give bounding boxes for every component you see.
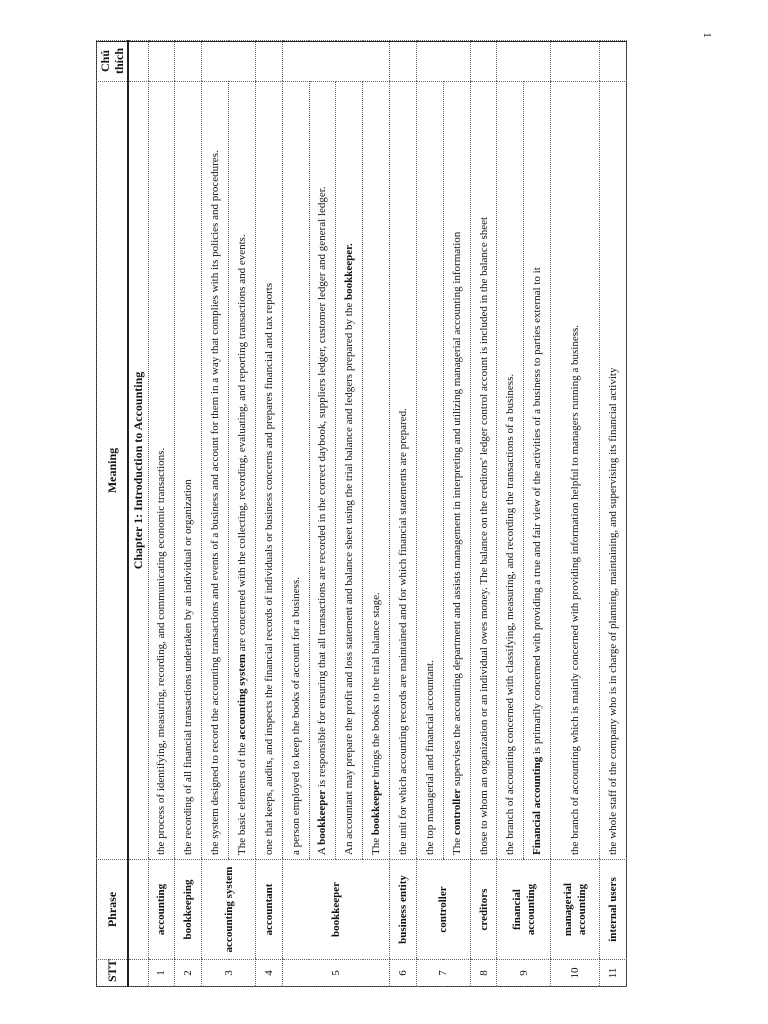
row-number: 3 xyxy=(202,960,256,987)
row-number: 9 xyxy=(497,960,551,987)
table-row xyxy=(551,41,600,987)
row-meaning xyxy=(229,82,256,860)
row-note xyxy=(202,41,256,82)
chapter-title: Chapter 1: Introduction to Accounting xyxy=(128,82,148,860)
row-meaning xyxy=(148,82,175,860)
table-row xyxy=(336,41,363,987)
meaning-text: those to whom an organization or an individual owes money. The balance on the creditors' ledger control account is included in the balance sheet xyxy=(477,216,490,855)
table-row xyxy=(363,41,390,987)
row-meaning xyxy=(202,82,229,860)
row-meaning xyxy=(255,82,282,860)
chapter-spacer xyxy=(128,960,148,987)
table-row xyxy=(175,41,202,987)
row-phrase: bookkeeping xyxy=(175,860,202,960)
row-note xyxy=(416,41,470,82)
row-meaning xyxy=(497,82,524,860)
row-phrase: accounting xyxy=(148,860,175,960)
row-meaning xyxy=(416,82,443,860)
row-note xyxy=(497,41,551,82)
row-meaning xyxy=(309,82,336,860)
row-phrase: managerial accounting xyxy=(551,860,600,960)
meaning-bold-term: accounting system xyxy=(235,653,248,740)
meaning-bold-term: Financial accounting xyxy=(531,756,544,855)
row-number: 4 xyxy=(255,960,282,987)
rotated-page xyxy=(96,41,627,987)
chapter-spacer xyxy=(128,41,148,82)
row-number: 8 xyxy=(470,960,497,987)
meaning-text: the branch of accounting concerned with classifying, measuring, and recording the transactions of a business. xyxy=(504,373,517,855)
page-number: 1 xyxy=(701,32,713,38)
row-number: 7 xyxy=(416,960,470,987)
row-meaning xyxy=(282,82,309,860)
table-row xyxy=(390,41,417,987)
meaning-bold-term: bookkeeper. xyxy=(343,243,356,301)
meaning-text: The xyxy=(450,835,463,855)
meaning-text: is primarily concerned with providing a true and fair view of the activities of a business to parties external to it xyxy=(531,267,544,757)
header-meaning: Meaning xyxy=(97,82,129,860)
table-body xyxy=(128,41,627,987)
meaning-text: the system designed to record the accounting transactions and events of a business and account for them in a way that complies with its policies and procedures. xyxy=(209,150,222,855)
chapter-spacer xyxy=(128,860,148,960)
meaning-text: the whole staff of the company who is in charge of planning, maintaining, and supervising its financial activity xyxy=(607,367,620,855)
table-row xyxy=(470,41,497,987)
row-number: 10 xyxy=(551,960,600,987)
meaning-text: the top managerial and financial accountant. xyxy=(423,660,436,855)
row-phrase: business entity xyxy=(390,860,417,960)
header-row xyxy=(97,41,129,987)
row-phrase: bookkeeper xyxy=(282,860,389,960)
meaning-text: the process of identifying, measuring, recording, and communicating economic transactions. xyxy=(155,447,168,855)
meaning-text: the unit for which accounting records are maintained and for which financial statements are prepared. xyxy=(397,408,410,855)
row-number: 6 xyxy=(390,960,417,987)
row-note xyxy=(600,41,627,82)
row-phrase: financial accounting xyxy=(497,860,551,960)
row-meaning xyxy=(470,82,497,860)
row-number: 2 xyxy=(175,960,202,987)
table-row xyxy=(600,41,627,987)
row-phrase: creditors xyxy=(470,860,497,960)
glossary-table xyxy=(96,40,627,987)
table-row xyxy=(255,41,282,987)
table-row xyxy=(202,41,229,987)
row-meaning xyxy=(600,82,627,860)
meaning-text: brings the books to the trial balance stage. xyxy=(370,592,383,781)
table-row xyxy=(416,41,443,987)
meaning-text: is responsible for ensuring that all transactions are recorded in the correct daybook, suppliers ledger, customer ledger and general ledger. xyxy=(316,186,329,790)
header-stt: STT xyxy=(97,960,129,987)
row-note xyxy=(175,41,202,82)
table-row xyxy=(282,41,309,987)
meaning-text: are concerned with the collecting, recording, evaluating, and reporting transactions and events. xyxy=(235,234,248,654)
row-meaning xyxy=(551,82,600,860)
table-row xyxy=(309,41,336,987)
header-note: Chú thích xyxy=(97,41,129,82)
row-note xyxy=(282,41,389,82)
meaning-text: The xyxy=(370,835,383,855)
meaning-text: The basic elements of the xyxy=(235,739,248,855)
row-phrase: internal users xyxy=(600,860,627,960)
row-meaning xyxy=(443,82,470,860)
row-note xyxy=(390,41,417,82)
row-number: 1 xyxy=(148,960,175,987)
row-note xyxy=(255,41,282,82)
meaning-text: supervises the accounting department and assists management in interpreting and utilizing managerial accounting information xyxy=(450,231,463,789)
row-note xyxy=(470,41,497,82)
meaning-bold-term: bookkeeper xyxy=(370,780,383,836)
meaning-text: An accountant may prepare the profit and loss statement and balance sheet using the trial balance and ledgers prepared by the xyxy=(343,300,356,855)
meaning-bold-term: controller xyxy=(450,788,463,836)
table-row xyxy=(524,41,551,987)
row-note xyxy=(148,41,175,82)
row-phrase: accountant xyxy=(255,860,282,960)
table-row xyxy=(443,41,470,987)
row-meaning xyxy=(390,82,417,860)
row-meaning xyxy=(336,82,363,860)
row-number: 11 xyxy=(600,960,627,987)
row-meaning xyxy=(524,82,551,860)
row-phrase: accounting system xyxy=(202,860,256,960)
row-phrase: controller xyxy=(416,860,470,960)
meaning-bold-term: bookkeeper xyxy=(316,789,329,845)
chapter-row xyxy=(128,41,148,987)
table-row xyxy=(497,41,524,987)
row-note xyxy=(551,41,600,82)
meaning-text: one that keeps, audits, and inspects the financial records of individuals or business concerns and prepares financial and tax reports xyxy=(262,282,275,855)
row-meaning xyxy=(363,82,390,860)
table-row xyxy=(229,41,256,987)
row-number: 5 xyxy=(282,960,389,987)
meaning-text: a person employed to keep the books of account for a business. xyxy=(289,577,302,855)
meaning-text: the branch of accounting which is mainly concerned with providing information helpful to managers running a business. xyxy=(569,324,582,855)
meaning-text: the recording of all financial transactions undertaken by an individual or organization xyxy=(182,479,195,855)
row-meaning xyxy=(175,82,202,860)
meaning-text: A xyxy=(316,844,329,855)
header-phrase: Phrase xyxy=(97,860,129,960)
table-row xyxy=(148,41,175,987)
